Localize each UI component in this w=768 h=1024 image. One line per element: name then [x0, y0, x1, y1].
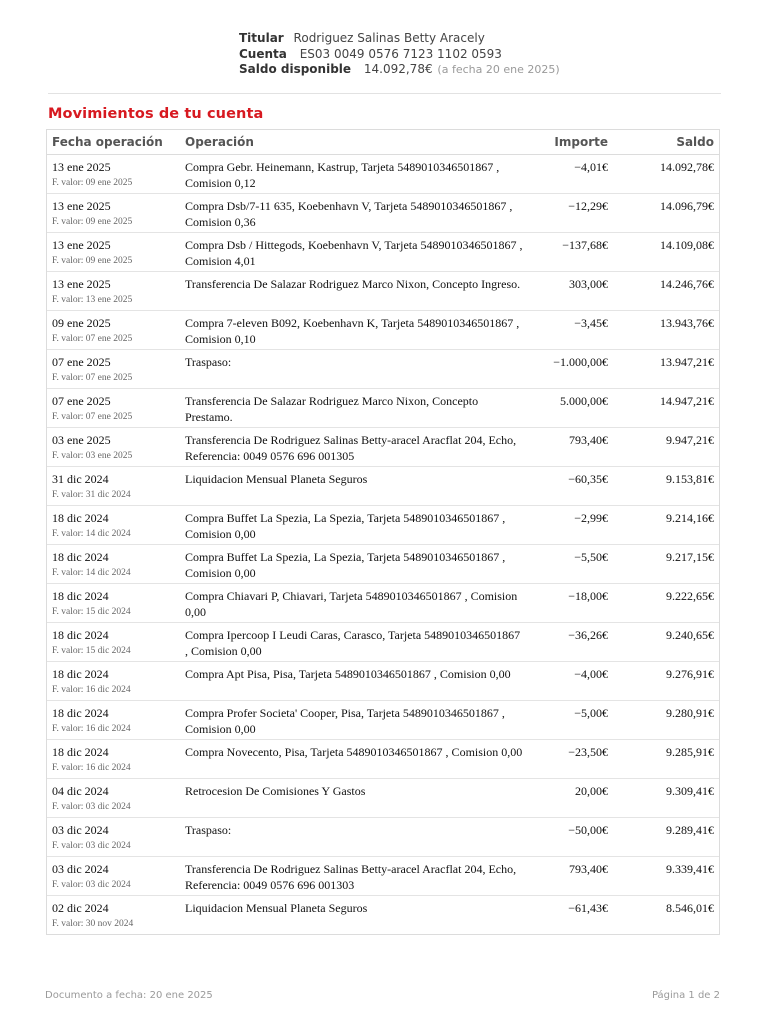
cell-saldo: 13.947,21€ [613, 350, 719, 389]
cell-saldo: 9.214,16€ [613, 506, 719, 545]
cell-importe: −12,29€ [530, 194, 613, 233]
table-row [47, 467, 719, 506]
fecha-operacion: 18 dic 2024 [52, 550, 109, 564]
table-row [47, 350, 719, 389]
cell-operacion: Compra Apt Pisa, Pisa, Tarjeta 5489010346501867 , Comision 0,00 [180, 662, 530, 701]
cell-fecha [47, 428, 180, 467]
cell-fecha [47, 233, 180, 272]
cell-operacion: Traspaso: [180, 350, 530, 389]
fecha-operacion: 13 ene 2025 [52, 199, 111, 213]
cell-fecha [47, 896, 180, 935]
header-divider [48, 93, 721, 94]
cell-saldo: 9.276,91€ [613, 662, 719, 701]
table-row [47, 311, 719, 350]
footer-page-number: Página 1 de 2 [651, 990, 720, 1001]
fecha-valor: F. valor: 16 dic 2024 [52, 684, 131, 695]
fecha-operacion: 18 dic 2024 [52, 706, 109, 720]
fecha-valor: F. valor: 03 ene 2025 [52, 450, 133, 461]
cell-fecha [47, 467, 180, 506]
table-row [47, 389, 719, 428]
cell-importe: −1.000,00€ [530, 350, 613, 389]
cell-importe: 303,00€ [530, 272, 613, 311]
cell-fecha [47, 506, 180, 545]
cell-operacion: Compra Gebr. Heinemann, Kastrup, Tarjeta 5489010346501867 , Comision 0,12 [180, 155, 530, 194]
cell-importe: −3,45€ [530, 311, 613, 350]
cell-fecha [47, 857, 180, 896]
cell-fecha [47, 311, 180, 350]
cell-saldo: 14.096,79€ [613, 194, 719, 233]
fecha-operacion: 18 dic 2024 [52, 628, 109, 642]
cell-importe: −61,43€ [568, 901, 608, 915]
cell-fecha [47, 818, 180, 857]
cell-fecha [47, 740, 180, 779]
titular-label: Titular [239, 31, 284, 45]
cell-fecha [47, 623, 180, 662]
cell-importe: −36,26€ [530, 623, 613, 662]
table-row [47, 779, 719, 818]
fecha-operacion: 18 dic 2024 [52, 511, 109, 525]
fecha-valor: F. valor: 09 ene 2025 [52, 216, 133, 227]
cell-operacion: Transferencia De Rodriguez Salinas Betty-aracel Aracflat 204, Echo, Referencia: 0049 0576 696 001303 [180, 857, 530, 896]
table-header-row [47, 130, 719, 155]
fecha-operacion: 18 dic 2024 [52, 589, 109, 603]
fecha-operacion: 18 dic 2024 [52, 667, 109, 681]
table-row [47, 545, 719, 584]
saldo-label: Saldo disponible [239, 62, 352, 76]
cell-saldo: 14.092,78€ [613, 155, 719, 194]
fecha-valor: F. valor: 03 dic 2024 [52, 801, 131, 812]
cell-saldo: 14.109,08€ [613, 233, 719, 272]
table-row [47, 233, 719, 272]
table-row [47, 272, 719, 311]
cell-saldo: 14.246,76€ [613, 272, 719, 311]
saldo-value: 14.092,78€ [363, 62, 433, 76]
fecha-operacion: 07 ene 2025 [52, 355, 111, 369]
table-row [47, 818, 719, 857]
cell-importe: 5.000,00€ [530, 389, 613, 428]
table-row [47, 896, 719, 935]
table-row [47, 194, 719, 233]
fecha-operacion: 13 ene 2025 [52, 277, 111, 291]
cell-saldo: 9.240,65€ [613, 623, 719, 662]
cell-saldo: 9.285,91€ [613, 740, 719, 779]
cell-importe: 793,40€ [530, 428, 613, 467]
cell-fecha [47, 701, 180, 740]
cell-saldo: 9.280,91€ [613, 701, 719, 740]
fecha-valor: F. valor: 14 dic 2024 [52, 528, 131, 539]
cell-fecha [47, 584, 180, 623]
fecha-valor: F. valor: 07 ene 2025 [52, 411, 133, 422]
fecha-operacion: 03 dic 2024 [52, 823, 109, 837]
cell-importe: −50,00€ [530, 818, 613, 857]
cell-saldo: 9.947,21€ [613, 428, 719, 467]
cell-importe: 793,40€ [530, 857, 613, 896]
fecha-valor: F. valor: 31 dic 2024 [52, 489, 131, 500]
cell-importe: −18,00€ [530, 584, 613, 623]
cell-saldo: 9.309,41€ [613, 779, 719, 818]
table-row [47, 155, 719, 194]
section-title: Movimientos de tu cuenta [48, 106, 264, 122]
cell-saldo: 14.947,21€ [613, 389, 719, 428]
cell-fecha [47, 350, 180, 389]
cell-operacion: Compra Buffet La Spezia, La Spezia, Tarjeta 5489010346501867 , Comision 0,00 [180, 506, 530, 545]
cell-fecha [47, 662, 180, 701]
table-row [47, 623, 719, 662]
fecha-valor: F. valor: 07 ene 2025 [52, 333, 133, 344]
movements-table [47, 130, 719, 934]
fecha-valor: F. valor: 03 dic 2024 [52, 879, 131, 890]
cell-importe: −5,50€ [530, 545, 613, 584]
fecha-operacion: 18 dic 2024 [52, 745, 109, 759]
table-row [47, 428, 719, 467]
titular-row [239, 31, 560, 47]
fecha-valor: F. valor: 13 ene 2025 [52, 294, 133, 305]
fecha-valor: F. valor: 09 ene 2025 [52, 255, 133, 266]
cuenta-row [239, 47, 560, 63]
cell-importe: −4,01€ [530, 155, 613, 194]
movements-table-container [46, 129, 720, 935]
fecha-valor: F. valor: 15 dic 2024 [52, 606, 131, 617]
cell-operacion: Compra Dsb/7-11 635, Koebenhavn V, Tarjeta 5489010346501867 , Comision 0,36 [180, 194, 530, 233]
cell-saldo: 9.153,81€ [613, 467, 719, 506]
cell-operacion: Compra Novecento, Pisa, Tarjeta 5489010346501867 , Comision 0,00 [180, 740, 530, 779]
fecha-operacion: 31 dic 2024 [52, 472, 109, 486]
cell-fecha [47, 389, 180, 428]
cell-operacion: Transferencia De Rodriguez Salinas Betty-aracel Aracflat 204, Echo, Referencia: 0049 0576 696 001305 [180, 428, 530, 467]
table-row [47, 740, 719, 779]
fecha-operacion: 03 dic 2024 [52, 862, 109, 876]
saldo-row [239, 62, 560, 78]
cell-operacion: Transferencia De Salazar Rodriguez Marco Nixon, Concepto Ingreso. [180, 272, 530, 311]
cell-operacion: Traspaso: [180, 818, 530, 857]
cell-operacion: Compra Profer Societa' Cooper, Pisa, Tarjeta 5489010346501867 , Comision 0,00 [180, 701, 530, 740]
fecha-valor: F. valor: 07 ene 2025 [52, 372, 133, 383]
cell-importe: −5,00€ [530, 701, 613, 740]
cell-saldo: 13.943,76€ [613, 311, 719, 350]
cell-importe: 20,00€ [530, 779, 613, 818]
table-row [47, 506, 719, 545]
fecha-valor: F. valor: 16 dic 2024 [52, 723, 131, 734]
table-row [47, 584, 719, 623]
fecha-valor: F. valor: 03 dic 2024 [52, 840, 131, 851]
fecha-valor: F. valor: 16 dic 2024 [52, 762, 131, 773]
cell-saldo: 8.546,01€ [666, 901, 714, 915]
column-header-saldo: Saldo [613, 130, 719, 155]
cell-operacion: Compra Ipercoop I Leudi Caras, Carasco, Tarjeta 5489010346501867 , Comision 0,00 [180, 623, 530, 662]
cell-fecha [47, 194, 180, 233]
table-row [47, 701, 719, 740]
cell-importe: −60,35€ [530, 467, 613, 506]
cell-fecha [47, 155, 180, 194]
fecha-operacion: 07 ene 2025 [52, 394, 111, 408]
cell-importe: −137,68€ [530, 233, 613, 272]
cell-importe: −23,50€ [530, 740, 613, 779]
cell-saldo: 9.289,41€ [613, 818, 719, 857]
column-header-importe: Importe [530, 130, 613, 155]
fecha-operacion: 04 dic 2024 [52, 784, 109, 798]
cuenta-label: Cuenta [239, 46, 287, 61]
fecha-valor: F. valor: 15 dic 2024 [52, 645, 131, 656]
cell-importe: −2,99€ [530, 506, 613, 545]
cell-fecha [47, 779, 180, 818]
cell-saldo: 9.222,65€ [613, 584, 719, 623]
titular-value: Rodriguez Salinas Betty Aracely [293, 31, 485, 45]
table-row [47, 857, 719, 896]
cell-operacion: Liquidacion Mensual Planeta Seguros [185, 901, 368, 915]
fecha-operacion: 13 ene 2025 [52, 238, 111, 252]
table-row [47, 662, 719, 701]
cell-operacion: Compra Chiavari P, Chiavari, Tarjeta 5489010346501867 , Comision 0,00 [180, 584, 530, 623]
fecha-valor: F. valor: 14 dic 2024 [52, 567, 131, 578]
cell-saldo: 9.217,15€ [613, 545, 719, 584]
fecha-operacion: 09 ene 2025 [52, 316, 111, 330]
footer-document-date: Documento a fecha: 20 ene 2025 [45, 990, 213, 1001]
cell-operacion: Compra Dsb / Hittegods, Koebenhavn V, Tarjeta 5489010346501867 , Comision 4,01 [180, 233, 530, 272]
cell-operacion: Liquidacion Mensual Planeta Seguros [180, 467, 530, 506]
cell-fecha [47, 545, 180, 584]
account-header [239, 31, 560, 78]
cell-saldo: 9.339,41€ [613, 857, 719, 896]
column-header-fecha: Fecha operación [47, 130, 180, 155]
column-header-operacion: Operación [180, 130, 530, 155]
cell-operacion: Compra 7-eleven B092, Koebenhavn K, Tarjeta 5489010346501867 , Comision 0,10 [180, 311, 530, 350]
cell-fecha [47, 272, 180, 311]
cell-importe: −4,00€ [530, 662, 613, 701]
fecha-operacion: 02 dic 2024 [52, 901, 109, 915]
cell-operacion: Transferencia De Salazar Rodriguez Marco Nixon, Concepto Prestamo. [180, 389, 530, 428]
cell-operacion: Retrocesion De Comisiones Y Gastos [180, 779, 530, 818]
cuenta-value: ES03 0049 0576 7123 1102 0593 [299, 46, 502, 61]
fecha-operacion: 13 ene 2025 [52, 160, 111, 174]
saldo-fecha: (a fecha 20 ene 2025) [437, 63, 560, 76]
cell-operacion: Compra Buffet La Spezia, La Spezia, Tarjeta 5489010346501867 , Comision 0,00 [180, 545, 530, 584]
fecha-valor: F. valor: 09 ene 2025 [52, 177, 133, 188]
fecha-operacion: 03 ene 2025 [52, 433, 111, 447]
fecha-valor: F. valor: 30 nov 2024 [52, 918, 134, 929]
